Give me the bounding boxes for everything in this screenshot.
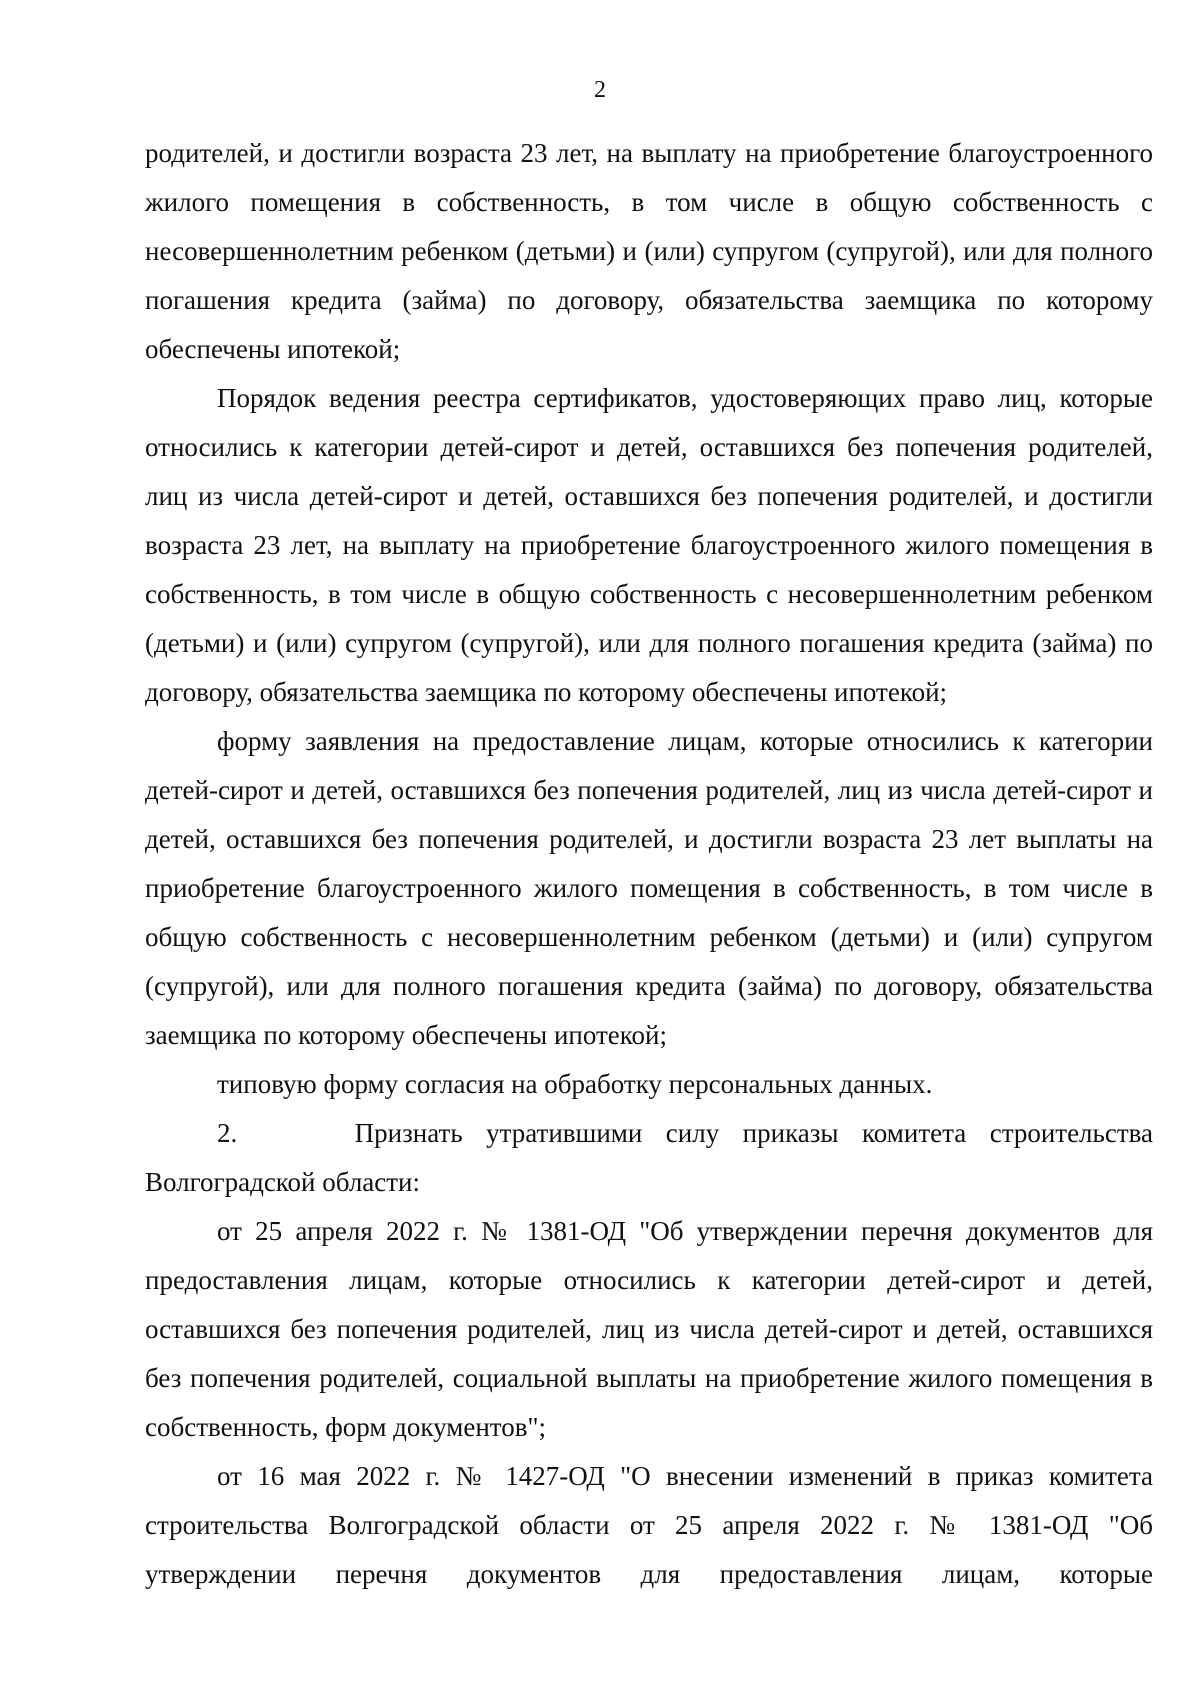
paragraph-order-1381: от 25 апреля 2022 г. № 1381-ОД "Об утверждении перечня документов для предоставления лицам, которые относились к категории детей-сирот и детей, оставшихся без попечения родителей, лиц из числа детей-сирот и детей, оставшихся без попечения родителей, социальной выплаты на приобретение жилого помещения в собственность, форм документов"; <box>145 1216 1153 1442</box>
paragraph-order-1427: от 16 мая 2022 г. № 1427-ОД "О внесении изменений в приказ комитета строительства Волгоградской области от 25 апреля 2022 г. № 1381-ОД "Об утверждении перечня документов для предоставления лицам, которые <box>145 1461 1153 1589</box>
paragraph-registry-procedure: Порядок ведения реестра сертификатов, удостоверяющих право лиц, которые относились к категории детей-сирот и детей, оставшихся без попечения родителей, лиц из числа детей-сирот и детей, оставшихся без попечения родителей, и достигли возраста 23 лет, на выплату на приобретение благоустроенного жилого помещения в собственность, в том числе в общую собственность с несовершеннолетним ребенком (детьми) и (или) супругом (супругой), или для полного погашения кредита (займа) по договору, обязательства заемщика по которому обеспечены ипотекой; <box>145 383 1153 707</box>
paragraph-consent-form: типовую форму согласия на обработку персональных данных. <box>217 1069 933 1099</box>
paragraph-application-form: форму заявления на предоставление лицам, которые относились к категории детей-сирот и детей, оставшихся без попечения родителей, лиц из числа детей-сирот и детей, оставшихся без попечения родителей, и достигли возраста 23 лет выплаты на приобретение благоустроенного жилого помещения в собственность, в том числе в общую собственность с несовершеннолетним ребенком (детьми) и (или) супругом (супругой), или для полного погашения кредита (займа) по договору, обязательства заемщика по которому обеспечены ипотекой; <box>145 726 1153 1050</box>
paragraph-item-2: 2. Признать утратившими силу приказы комитета строительства Волгоградской области: <box>145 1118 1153 1197</box>
document-body <box>145 129 1153 1599</box>
page-number: 2 <box>594 77 606 103</box>
paragraph-continuation: родителей, и достигли возраста 23 лет, на выплату на приобретение благоустроенного жилого помещения в собственность, в том числе в общую собственность с несовершеннолетним ребенком (детьми) и (или) супругом (супругой), или для полного погашения кредита (займа) по договору, обязательства заемщика по которому обеспечены ипотекой; <box>145 138 1153 364</box>
